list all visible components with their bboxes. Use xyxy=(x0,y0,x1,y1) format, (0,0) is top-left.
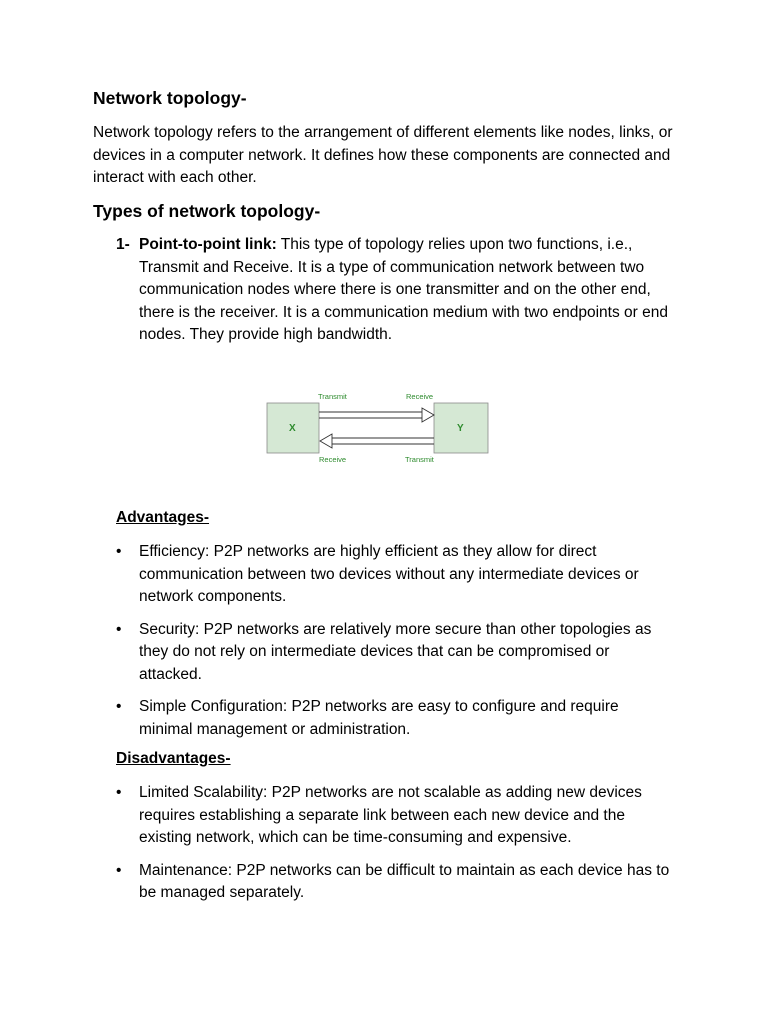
label-receive-bottom: Receive xyxy=(319,455,347,464)
disadvantages-heading: Disadvantages- xyxy=(116,750,231,767)
bullet: • xyxy=(116,861,122,879)
list-item-text: Limited Scalability: P2P networks are not scalable as adding new devices requires establishing a separate link between each new device and the existing network, which can be time-consuming and expensive. xyxy=(139,784,642,846)
list-item xyxy=(116,782,676,850)
label-receive-top: Receive xyxy=(406,392,434,401)
list-item-text: Security: P2P networks are relatively more secure than other topologies as they do not rely on intermediate devices that can be compromised or attacked. xyxy=(139,620,652,683)
item-number: 1- xyxy=(116,236,130,253)
list-item-text: Maintenance: P2P networks can be difficult to maintain as each device has to be managed separately. xyxy=(139,861,670,901)
label-transmit-top: Transmit xyxy=(318,392,347,401)
list-item xyxy=(116,696,676,741)
item-body xyxy=(139,234,676,347)
numbered-item-point-to-point xyxy=(116,234,676,347)
bullet: • xyxy=(116,620,122,638)
label-transmit-bottom: Transmit xyxy=(405,455,434,464)
point-to-point-diagram xyxy=(262,388,494,470)
receive-arrow xyxy=(320,434,434,448)
list-item-text: Efficiency: P2P networks are highly efficient as they allow for direct communication between two devices without any intermediate devices or network components. xyxy=(139,543,639,605)
bullet: • xyxy=(116,698,122,715)
node-x-label: X xyxy=(289,423,296,434)
list-item xyxy=(116,541,676,609)
intro-paragraph: Network topology refers to the arrangement of different elements like nodes, links, or devices in a computer network. It defines how these components are connected and interact with each other. xyxy=(93,124,673,186)
list-item-text: Simple Configuration: P2P networks are easy to configure and require minimal management or administration. xyxy=(139,698,619,738)
page-title: Network topology- xyxy=(93,88,247,108)
list-item xyxy=(116,860,676,905)
disadvantages-list xyxy=(116,782,676,915)
node-y-label: Y xyxy=(457,423,464,434)
advantages-list xyxy=(116,541,676,751)
types-heading: Types of network topology- xyxy=(93,201,321,221)
advantages-heading: Advantages- xyxy=(116,509,210,526)
bullet: • xyxy=(116,784,122,801)
item-lead: Point-to-point link: xyxy=(139,236,277,253)
bullet: • xyxy=(116,543,122,560)
list-item xyxy=(116,619,676,687)
transmit-arrow xyxy=(319,408,434,422)
item-text: This type of topology relies upon two functions, i.e., Transmit and Receive. It is a type of communication network between two communication nodes where there is one transmitter and on the other end, there is the receiver. It is a communication medium with two endpoints or end nodes. They provide high bandwidth. xyxy=(139,236,668,343)
